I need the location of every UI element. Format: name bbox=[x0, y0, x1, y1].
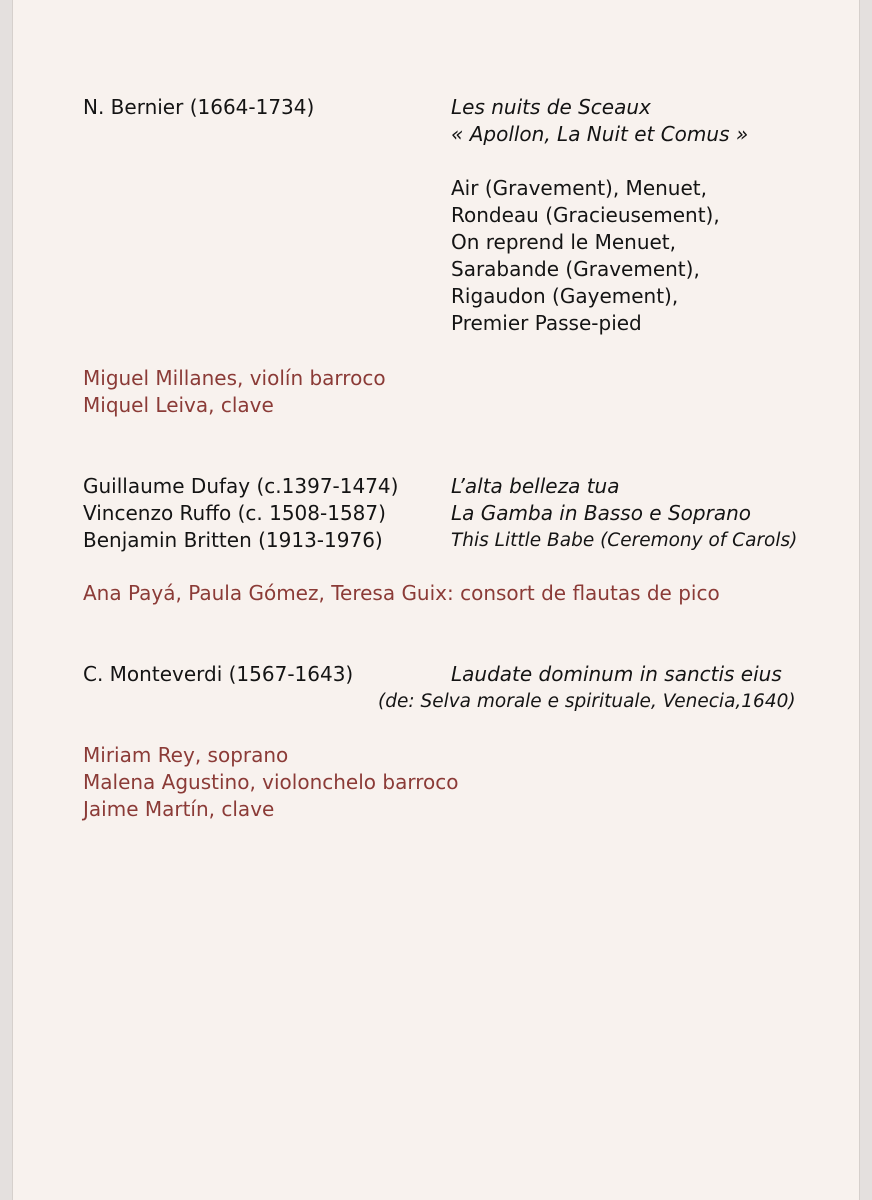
composer-bernier: N. Bernier (1664-1734) bbox=[83, 95, 315, 119]
movement-item: Rigaudon (Gayement), bbox=[451, 284, 679, 308]
composer-monteverdi: C. Monteverdi (1567-1643) bbox=[83, 662, 354, 686]
program-page bbox=[12, 0, 860, 1200]
movement-item: Premier Passe-pied bbox=[451, 311, 642, 335]
performer-item: Miquel Leiva, clave bbox=[83, 393, 274, 417]
work-alta-belleza: L’alta belleza tua bbox=[451, 474, 620, 498]
work-la-gamba: La Gamba in Basso e Soprano bbox=[451, 501, 751, 525]
movement-item: Rondeau (Gracieusement), bbox=[451, 203, 720, 227]
work-this-little-babe: This Little Babe (Ceremony of Carols) bbox=[451, 530, 798, 551]
composer-britten: Benjamin Britten (1913-1976) bbox=[83, 528, 383, 552]
work-subtitle: « Apollon, La Nuit et Comus » bbox=[451, 122, 749, 146]
movement-item: Air (Gravement), Menuet, bbox=[451, 176, 707, 200]
performer-consort: Ana Payá, Paula Gómez, Teresa Guix: consort de flautas de pico bbox=[83, 581, 720, 605]
work-source-note: (de: Selva morale e spirituale, Venecia,1640) bbox=[378, 691, 796, 712]
performer-item: Miguel Millanes, violín barroco bbox=[83, 366, 386, 390]
work-laudate-dominum: Laudate dominum in sanctis eius bbox=[451, 662, 782, 686]
movement-item: On reprend le Menuet, bbox=[451, 230, 677, 254]
composer-ruffo: Vincenzo Ruffo (c. 1508-1587) bbox=[83, 501, 386, 525]
performer-item: Miriam Rey, soprano bbox=[83, 743, 289, 767]
composer-dufay: Guillaume Dufay (c.1397-1474) bbox=[83, 474, 399, 498]
work-title-nuits-de-sceaux: Les nuits de Sceaux bbox=[451, 95, 651, 119]
performer-item: Jaime Martín, clave bbox=[83, 797, 275, 821]
movement-item: Sarabande (Gravement), bbox=[451, 257, 700, 281]
performer-item: Malena Agustino, violonchelo barroco bbox=[83, 770, 459, 794]
